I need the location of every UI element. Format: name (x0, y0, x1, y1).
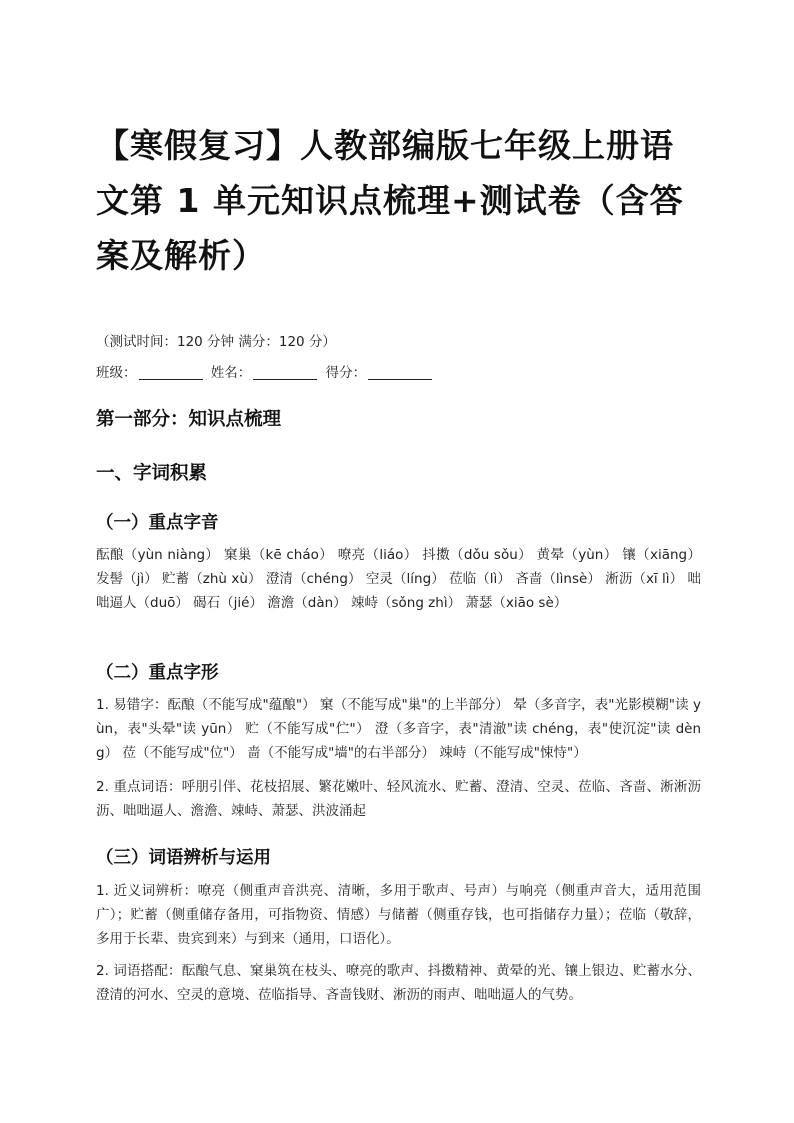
pronunciation-text: 酝酿（yùn niàng） 窠巢（kē cháo） 嘹亮（liáo） 抖擞（dǒu sǒu） 黄晕（yùn） 镶（xiāng） 发髻（jì） 贮蓄（zhù xù） 澄清（chéng） 空灵（líng） 莅临（lì） 吝啬（lìnsè） 淅沥（xī lì） 咄咄逼人（duō） 碣石（jié） 澹澹（dàn） 竦峙（sǒng zhì） 萧瑟（xiāo sè） (96, 547, 701, 611)
score-blank (368, 365, 432, 380)
test-info: （测试时间：120 分钟 满分：120 分） (96, 334, 336, 350)
shape-item-2: 2. 重点词语：呼朋引伴、花枝招展、繁花嫩叶、轻风流水、贮蓄、澄清、空灵、莅临、吝啬、淅淅沥沥、咄咄逼人、澹澹、竦峙、萧瑟、洪波涌起 (96, 779, 701, 819)
document-title: 【寒假复习】人教部编版七年级上册语文第 1 单元知识点梳理+测试卷（含答案及解析） (96, 126, 684, 275)
usage-heading: （三）词语辨析与运用 (96, 848, 271, 868)
section1-heading: 一、字词积累 (96, 463, 208, 484)
shape-item-1: 1. 易错字：酝酿（不能写成"蕴酿"） 窠（不能写成"巢"的上半部分） 晕（多音字，表"光影模糊"读 yùn，表"头晕"读 yūn） 贮（不能写成"伫"） 澄（多音字，表"清澈"读 chéng，表"使沉淀"读 dèng） 莅（不能写成"位"） 啬（不能写成"墙"的右半部分） 竦峙（不能写成"悚恃"） (96, 697, 701, 761)
name-label: 姓名： (210, 365, 252, 381)
score-label: 得分： (325, 365, 367, 381)
class-blank (139, 365, 203, 380)
class-label: 班级： (96, 365, 137, 381)
pronunciation-heading: （一）重点字音 (96, 513, 219, 533)
name-blank (253, 365, 317, 380)
student-info-line (96, 361, 436, 381)
shape-heading: （二）重点字形 (96, 663, 219, 683)
usage-item-1: 1. 近义词辨析：嘹亮（侧重声音洪亮、清晰，多用于歌声、号声）与响亮（侧重声音大，适用范围广）；贮蓄（侧重储存备用，可指物资、情感）与储蓄（侧重存钱，也可指储存力量）；莅临（敬辞，多用于长辈、贵宾到来）与到来（通用，口语化）。 (96, 883, 701, 947)
part1-heading: 第一部分：知识点梳理 (96, 409, 282, 430)
usage-item-2: 2. 词语搭配：酝酿气息、窠巢筑在枝头、嘹亮的歌声、抖擞精神、黄晕的光、镶上银边、贮蓄水分、澄清的河水、空灵的意境、莅临指导、吝啬钱财、淅沥的雨声、咄咄逼人的气势。 (96, 963, 701, 1003)
